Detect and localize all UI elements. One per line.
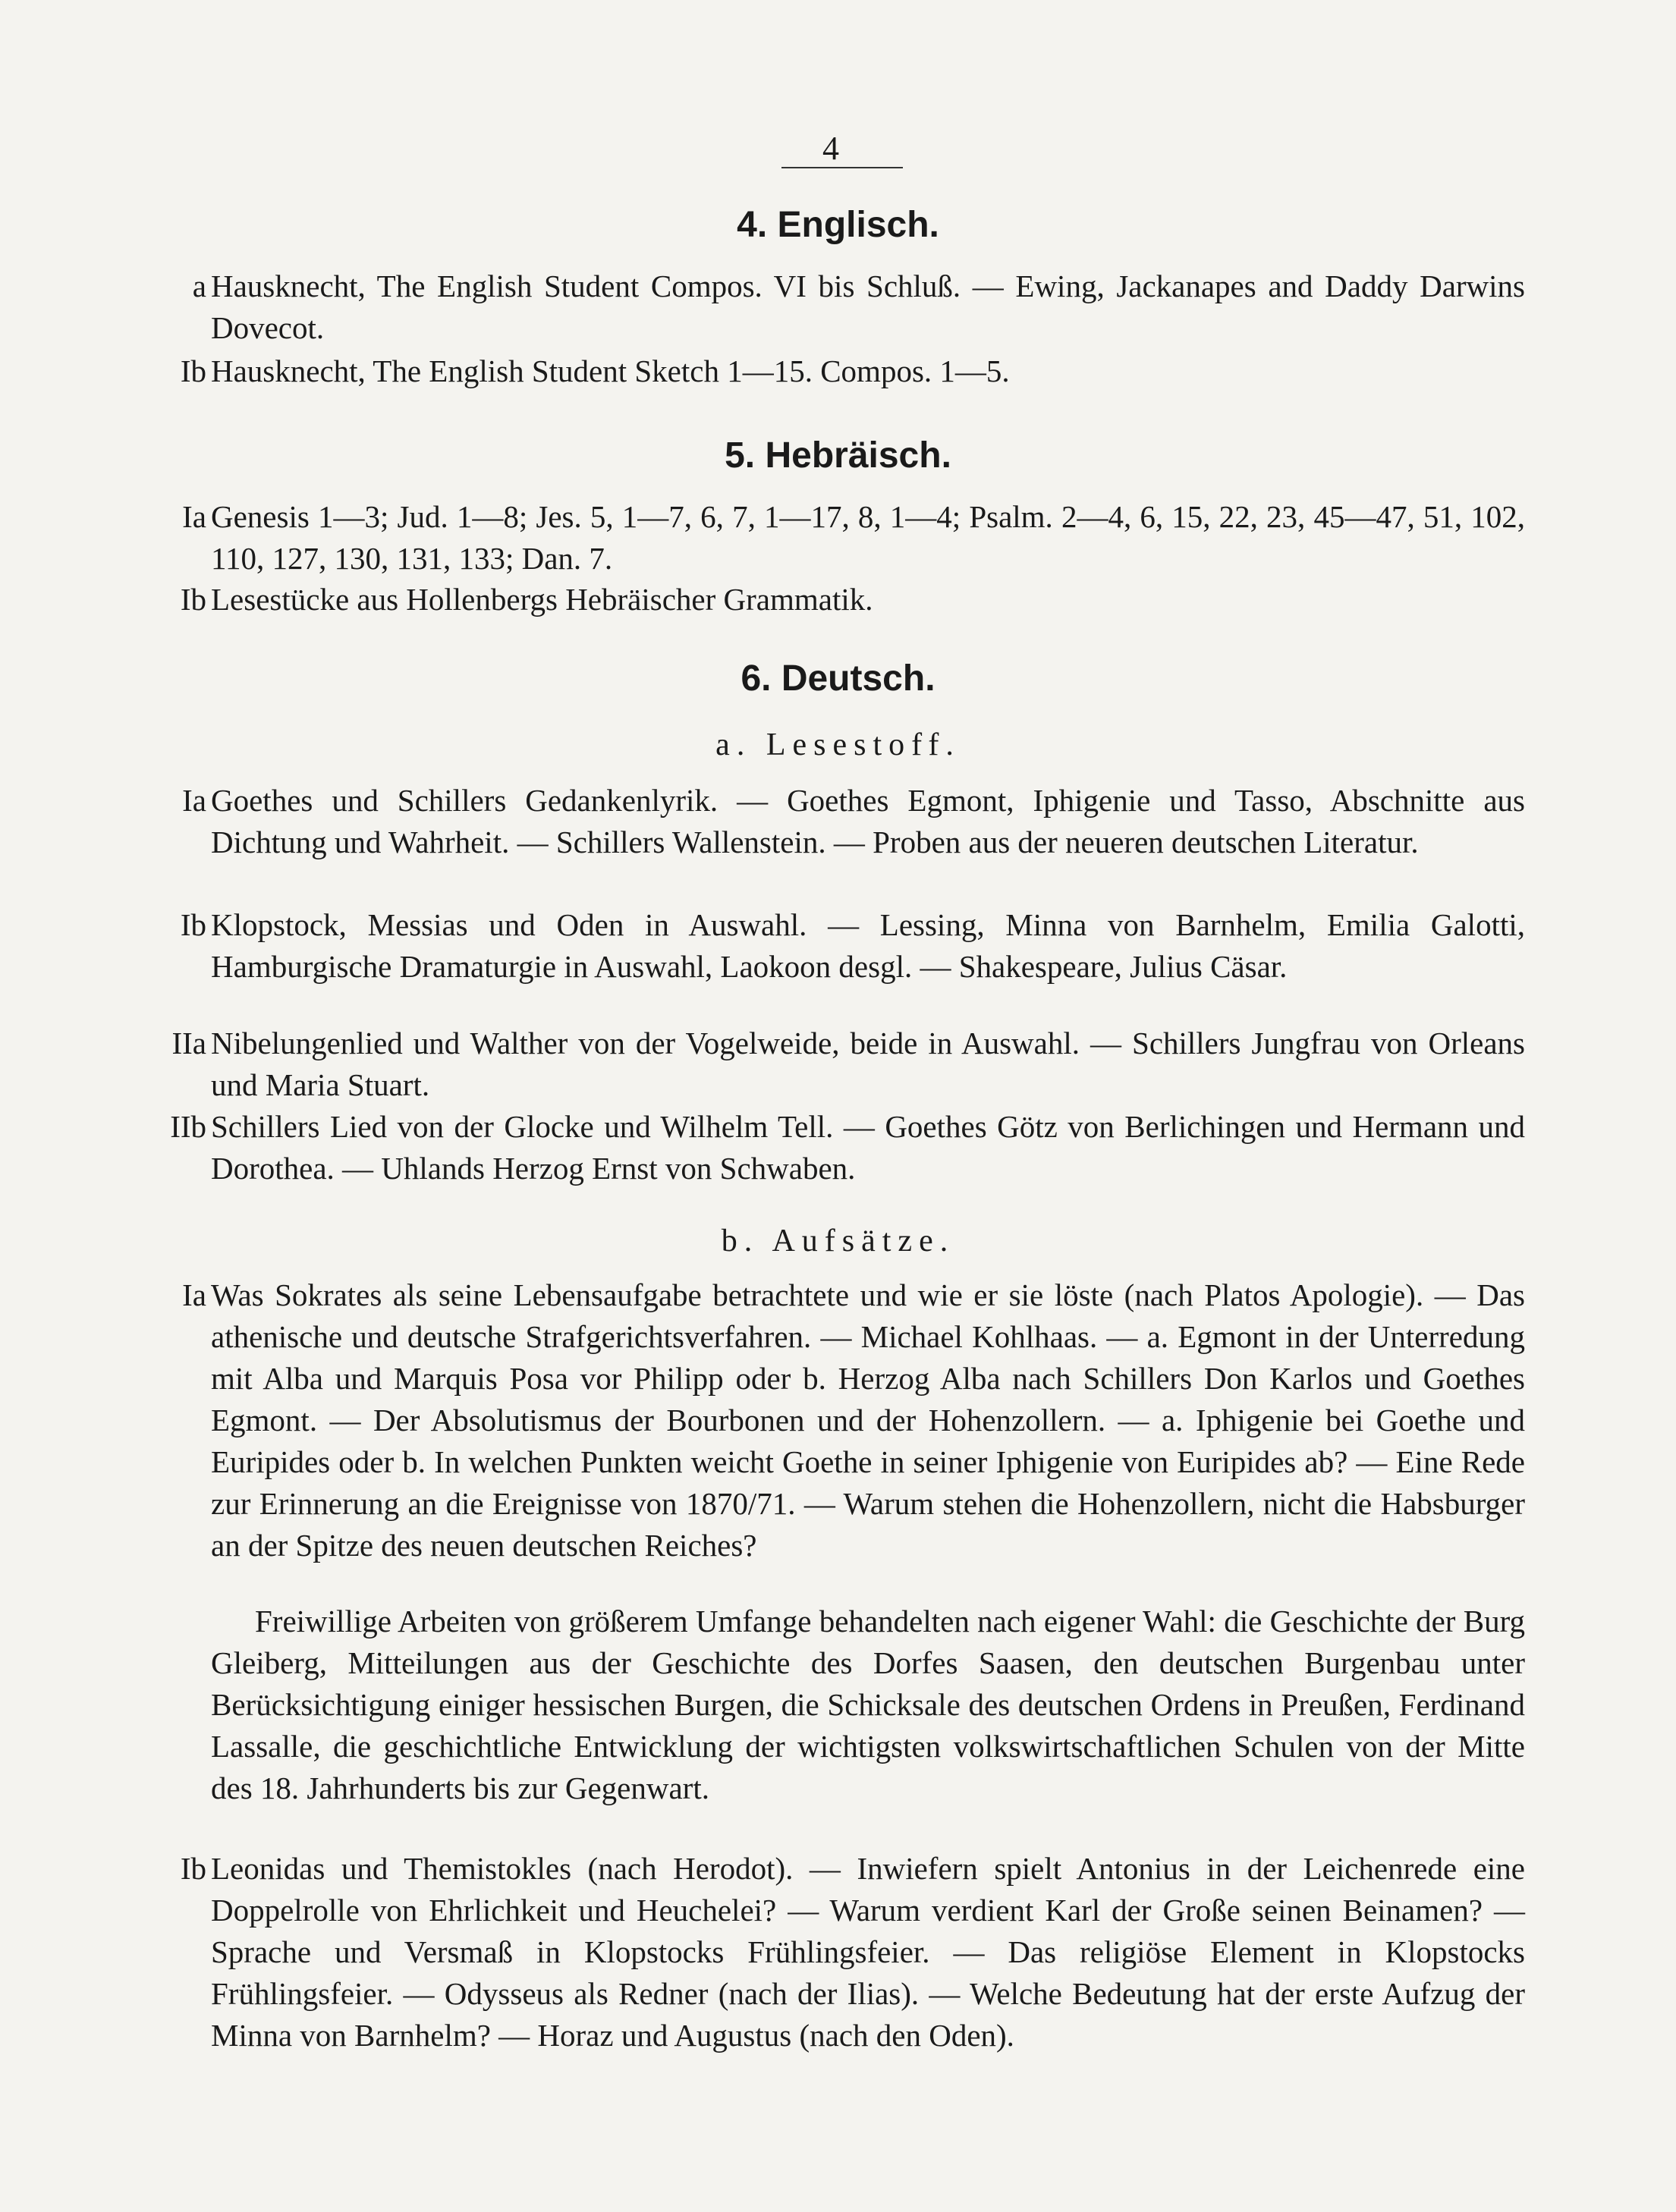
entry-label: Ib	[180, 1851, 206, 1886]
page-number: 4	[822, 130, 839, 167]
page-number-rule	[781, 167, 903, 168]
entry-text: Was Sokrates als seine Lebensaufgabe betrachtete und wie er sie löste (nach Platos Apologie). — Das athenische und deutsche Strafgerichtsverfahren. — Michael Kohlhaas. — a. Egmont in der Unterredung mit Alba und Marquis Posa vor Philipp oder b. Herzog Alba nach Schillers Don Karlos und Goethes Egmont. — Der Absolutismus der Bourbonen und der Hohenzollern. — a. Iphigenie bei Goethe und Euripides oder b. In welchen Punkten weicht Goethe in seiner Iphigenie von Euripides ab? — Eine Rede zur Erinnerung an die Ereignisse von 1870/71. — Warum stehen die Hohenzollern, nicht die Habsburger an der Spitze des neuen deutschen Reiches?	[211, 1277, 1525, 1563]
entry-text: Lesestücke aus Hollenbergs Hebräischer Grammatik.	[211, 582, 873, 617]
entry-label: Ia	[182, 499, 206, 534]
entry-label: Ib	[180, 353, 206, 388]
entry-text: Hausknecht, The English Student Sketch 1—15. Compos. 1—5.	[211, 353, 1010, 388]
subsection-title-aufsaetze: b. Aufsätze.	[721, 1224, 955, 1258]
subsection-title-lesestoff: a. Lesestoff.	[715, 727, 961, 762]
entry-text: Hausknecht, The English Student Compos. VI bis Schluß. — Ewing, Jackanapes and Daddy Darwins Dovecot.	[211, 269, 1525, 345]
entry-label: a	[192, 269, 206, 303]
section-title-deutsch: 6. Deutsch.	[741, 658, 935, 699]
entry-text: Leonidas und Themistokles (nach Herodot). — Inwiefern spielt Antonius in der Leichenrede eine Doppelrolle von Ehrlichkeit und Heuchelei? — Warum verdient Karl der Große seinen Beinamen? — Sprache und Versmaß in Klopstocks Frühlingsfeier. — Das religiöse Element in Klopstocks Frühlingsfeier. — Odysseus als Redner (nach der Ilias). — Welche Bedeutung hat der erste Aufzug der Minna von Barnhelm? — Horaz und Augustus (nach den Oden).	[211, 1851, 1525, 2053]
entry-text: Genesis 1—3; Jud. 1—8; Jes. 5, 1—7, 6, 7, 1—17, 8, 1—4; Psalm. 2—4, 6, 15, 22, 23, 45—47, 51, 102, 110, 127, 130, 131, 133; Dan. 7.	[211, 499, 1525, 576]
entry-text: Schillers Lied von der Glocke und Wilhelm Tell. — Goethes Götz von Berlichingen und Hermann und Dorothea. — Uhlands Herzog Ernst von Schwaben.	[211, 1109, 1525, 1186]
entry-label: Ib	[180, 582, 206, 617]
entry-label: Ia	[182, 1277, 206, 1312]
section-title-englisch: 4. Englisch.	[737, 205, 939, 245]
entry-label: IIb	[170, 1109, 206, 1144]
entry-text: Klopstock, Messias und Oden in Auswahl. — Lessing, Minna von Barnhelm, Emilia Galotti, Hamburgische Dramaturgie in Auswahl, Laokoon desgl. — Shakespeare, Julius Cäsar.	[211, 907, 1525, 984]
entry-label: Ib	[180, 907, 206, 942]
aufsaetze-freiwillige-arbeiten: Freiwillige Arbeiten von größerem Umfange behandelten nach eigener Wahl: die Geschichte der Burg Gleiberg, Mitteilungen aus der Geschichte des Dorfes Saasen, den deutschen Burgenbau unter Berücksichtigung einiger hessischen Burgen, die Schicksale des deutschen Ordens in Preußen, Ferdinand Lassalle, die geschichtliche Entwicklung der wichtigsten volkswirtschaftlichen Schulen von der Mitte des 18. Jahrhunderts bis zur Gegenwart.	[211, 1604, 1525, 1805]
entry-text: Goethes und Schillers Gedankenlyrik. — Goethes Egmont, Iphigenie und Tasso, Abschnitte aus Dichtung und Wahrheit. — Schillers Wallenstein. — Proben aus der neueren deutschen Literatur.	[211, 783, 1525, 859]
section-title-hebraeisch: 5. Hebräisch.	[725, 435, 951, 476]
entry-label: IIa	[171, 1026, 206, 1060]
entry-label: Ia	[182, 783, 206, 818]
entry-text: Nibelungenlied und Walther von der Vogelweide, beide in Auswahl. — Schillers Jungfrau von Orleans und Maria Stuart.	[211, 1026, 1525, 1102]
